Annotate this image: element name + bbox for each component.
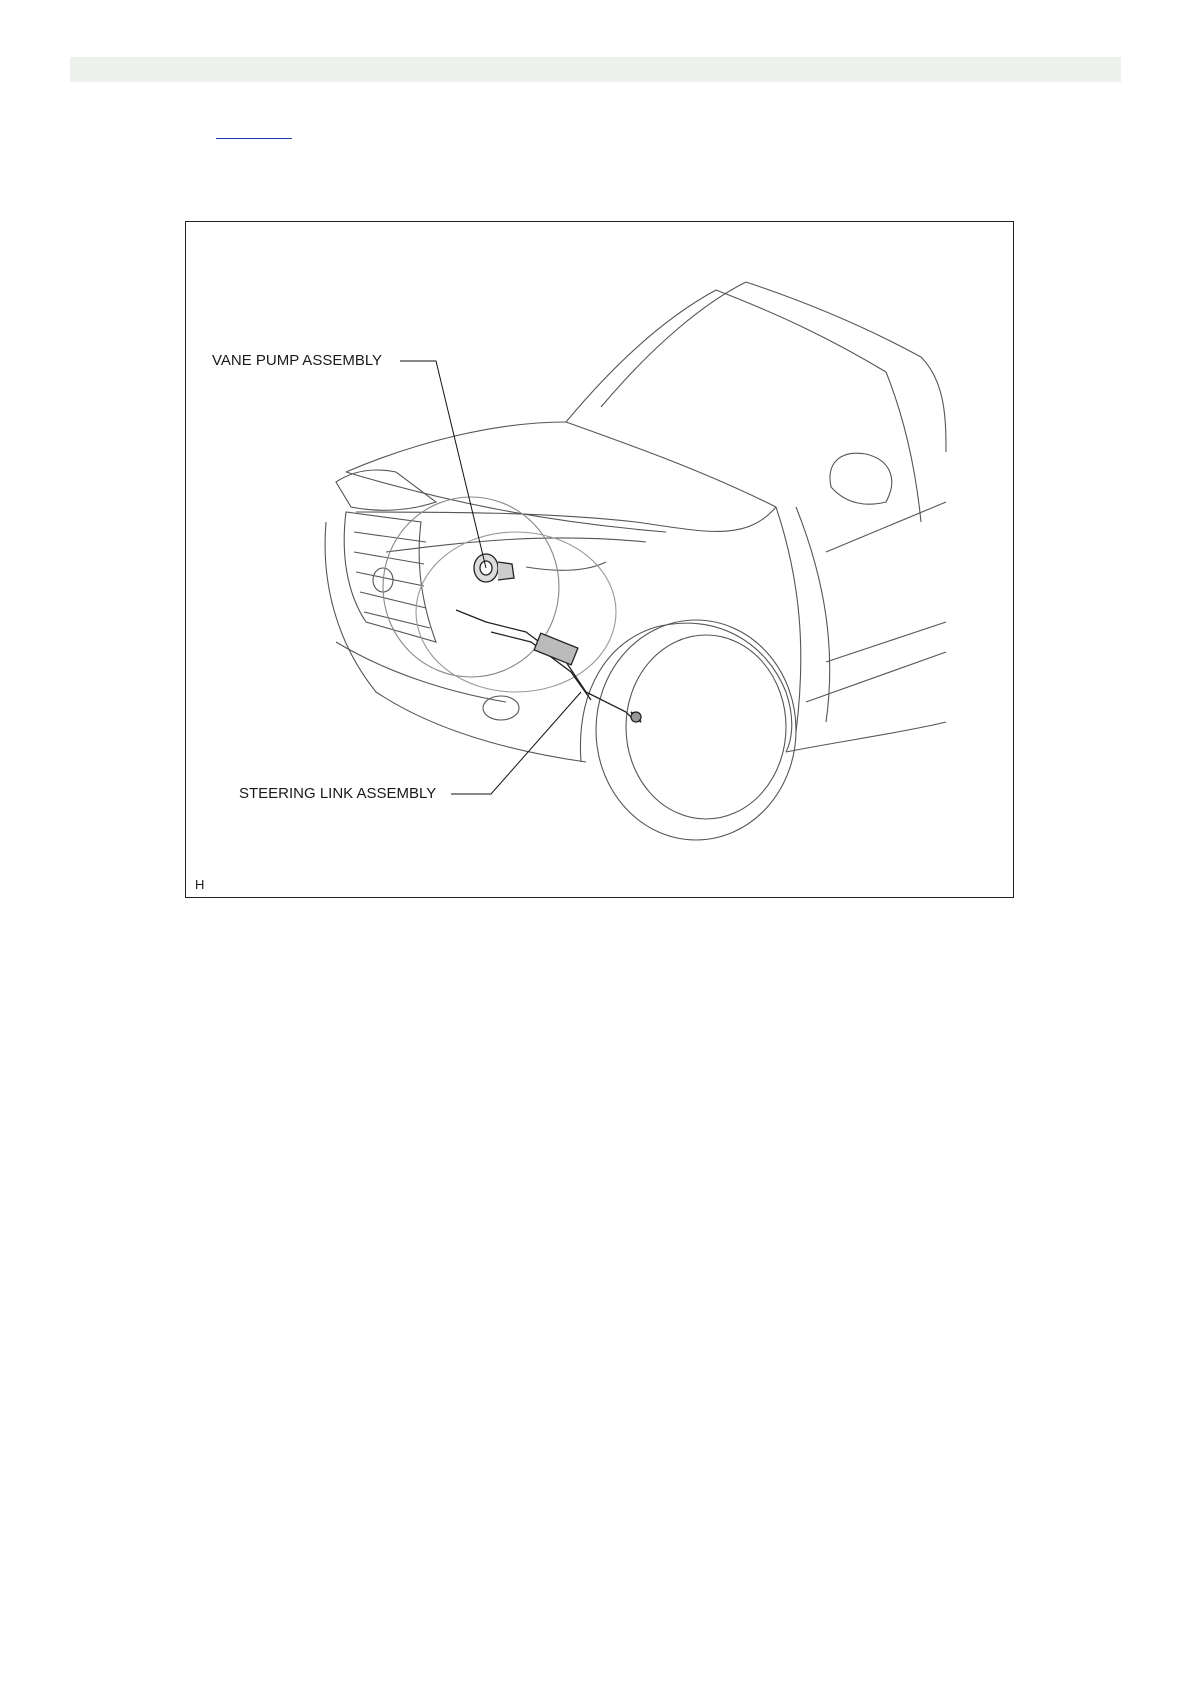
wheel-arch: [580, 623, 791, 762]
headlight: [336, 470, 436, 510]
figure-code: H: [195, 877, 205, 892]
steering-link-leader: [451, 692, 581, 794]
cowl-line: [566, 422, 776, 507]
vane-pump-leader: [400, 361, 486, 568]
fog-lamp: [483, 696, 519, 720]
header-bar: [70, 57, 1121, 82]
steering-link-label: STEERING LINK ASSEMBLY: [239, 785, 437, 802]
side-mirror: [830, 453, 892, 504]
hood-top: [346, 422, 566, 472]
front-wheel-inner: [626, 635, 786, 819]
vane-pump-part: [474, 554, 514, 582]
focus-circle: [383, 497, 559, 677]
windshield-a-pillar: [566, 290, 716, 422]
roof-line: [601, 282, 746, 407]
vane-pump-label: VANE PUMP ASSEMBLY: [212, 352, 383, 369]
top-link[interactable]: [216, 122, 292, 139]
illustration-frame: [185, 221, 1014, 898]
